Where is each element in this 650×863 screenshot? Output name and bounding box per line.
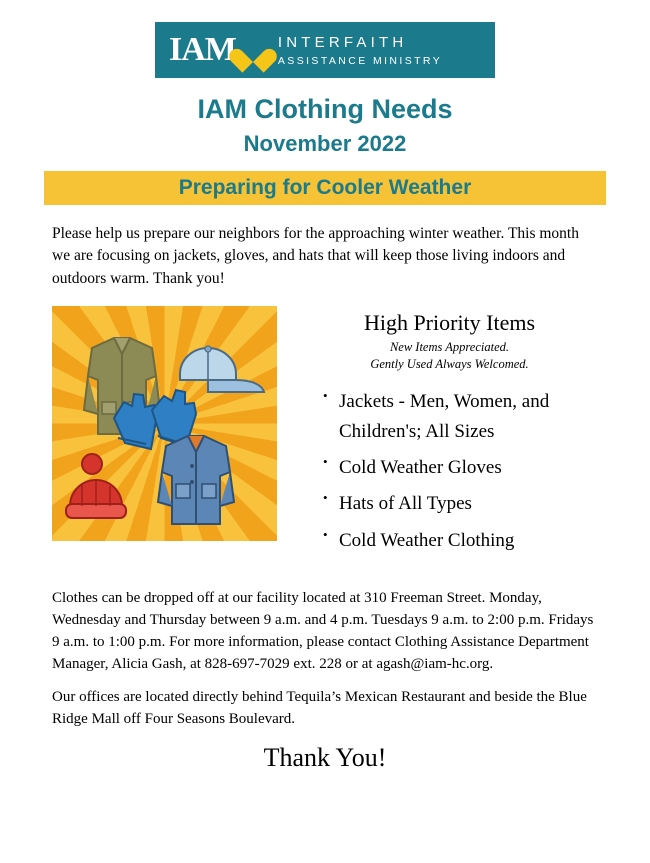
iam-logo [155,22,495,78]
page-title: IAM Clothing Needs [197,94,453,124]
middle-section [44,306,606,562]
banner [44,171,606,205]
page-subtitle: November 2022 [243,131,407,156]
logo-line-interfaith: INTERFAITH [277,33,408,51]
location-info: Our offices are located directly behind Tequila’s Mexican Restaurant and beside the Blue Ridge Mall off Four Seasons Boulevard. [52,689,587,728]
banner-text: Preparing for Cooler Weather [178,176,472,199]
knit-beanie-icon [66,454,126,518]
denim-jacket-icon [158,436,234,524]
needs-note [293,339,606,373]
clothing-illustration [52,306,277,541]
list-item: • Cold Weather Clothing [323,526,606,555]
needs-note-line1: New Items Appreciated. [389,340,510,355]
illustration-svg [52,306,277,541]
logo-mark-text: IAM [169,31,236,68]
baseball-cap-icon [180,346,264,392]
needs-list [293,387,606,555]
list-item: • Jackets - Men, Women, and Children's; All Sizes [323,387,606,446]
needs-heading: High Priority Items [363,310,536,336]
intro-paragraph: Please help us prepare our neighbors for the approaching winter weather. This month we are focusing on jackets, gloves, and hats that will keep those living indoors and outdoors warm. Thank you! [52,225,579,287]
logo-line-assistance-ministry: ASSISTANCE MINISTRY [277,54,443,67]
list-item: • Cold Weather Gloves [323,453,606,482]
thank-you-text: Thank You! [263,742,387,772]
needs-note-line2: Gently Used Always Welcomed. [370,357,529,372]
logo-wordmark [278,34,442,67]
heart-icon [238,36,268,64]
needs-panel [277,306,606,562]
list-item: • Hats of All Types [323,489,606,518]
dropoff-info: Clothes can be dropped off at our facility located at 310 Freeman Street. Monday, Wednesday and Thursday between 9 a.m. and 4 p.m. Tuesdays 9 a.m. to 2:00 p.m. Fridays 9 a.m. to 1:00 p.m. For more information, please contact Clothing Assistance Department Manager, Alicia Gash, at 828-697-7029 ext. 228 or at agash@iam-hc.org. [52,590,594,672]
footer-section [52,588,598,773]
